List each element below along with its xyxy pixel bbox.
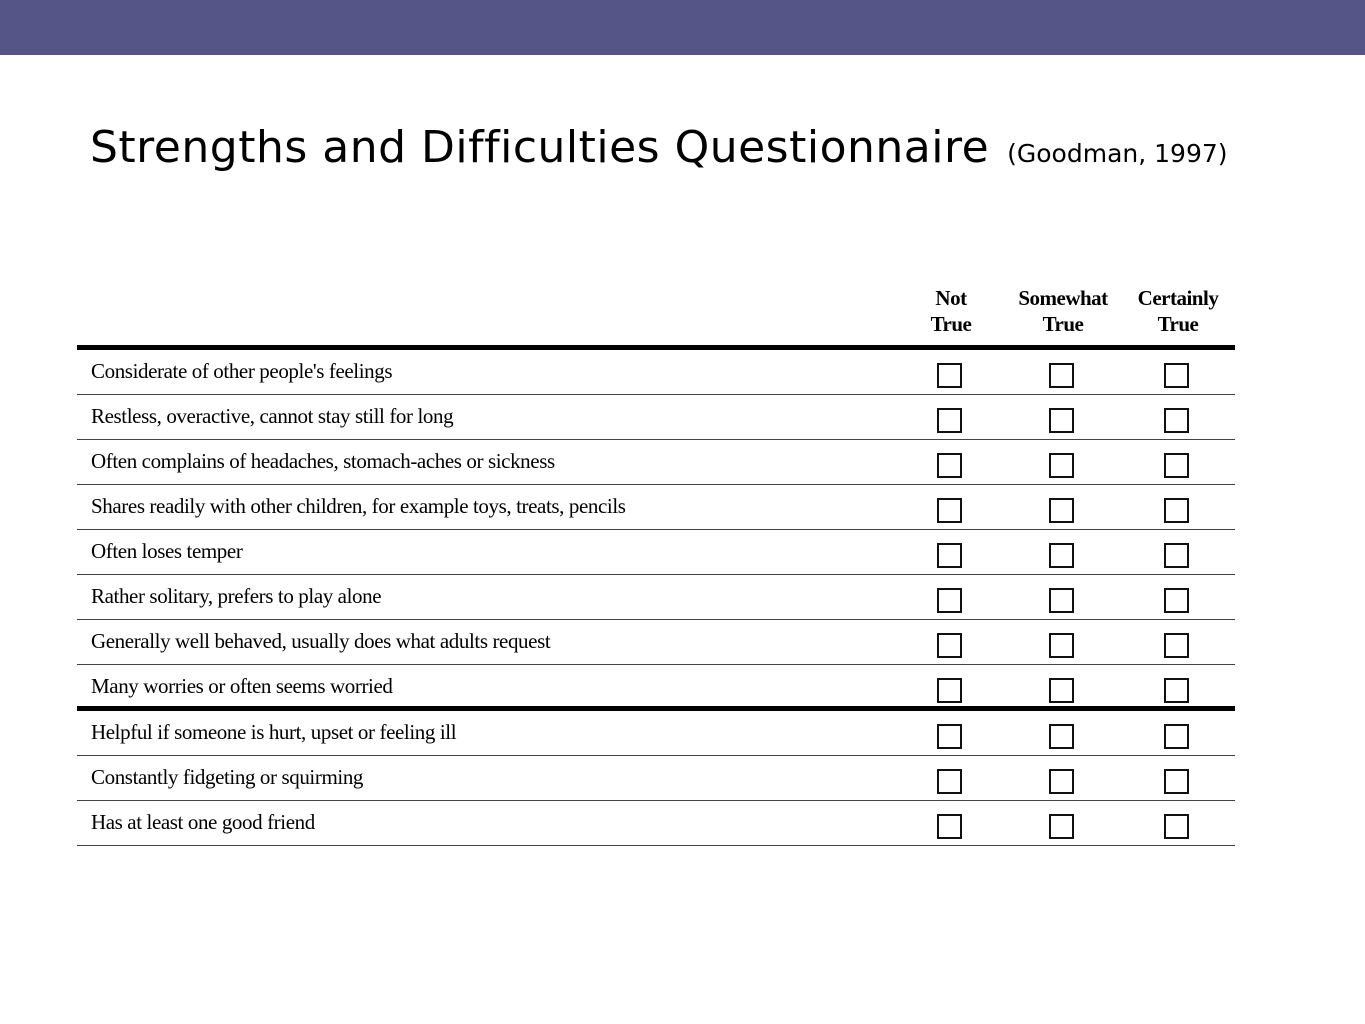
question-row [77,440,1235,485]
checkbox-somewhat-true[interactable] [1049,633,1074,658]
question-label: Helpful if someone is hurt, upset or feeling ill [91,720,457,744]
column-header-somewhat-true [1003,285,1123,337]
checkbox-certainly-true[interactable] [1164,814,1189,839]
question-row [77,530,1235,575]
checkbox-certainly-true[interactable] [1164,769,1189,794]
checkbox-somewhat-true[interactable] [1049,498,1074,523]
checkbox-not-true[interactable] [937,678,962,703]
column-header-certainly-true [1118,285,1238,337]
question-row [77,620,1235,665]
question-label: Considerate of other people's feelings [91,359,393,383]
question-label: Often loses temper [91,539,243,563]
checkbox-somewhat-true[interactable] [1049,724,1074,749]
column-header-line: Not [935,286,967,310]
question-row [77,756,1235,801]
title-text: Strengths and Difficulties Questionnaire [90,122,990,173]
question-label: Has at least one good friend [91,810,315,834]
column-header-line: True [930,312,972,336]
checkbox-not-true[interactable] [937,408,962,433]
checkbox-not-true[interactable] [937,543,962,568]
questionnaire-table [77,285,1235,846]
checkbox-not-true[interactable] [937,588,962,613]
checkbox-not-true[interactable] [937,633,962,658]
checkbox-somewhat-true[interactable] [1049,769,1074,794]
question-label: Rather solitary, prefers to play alone [91,584,382,608]
question-row [77,665,1235,711]
checkbox-somewhat-true[interactable] [1049,453,1074,478]
checkbox-not-true[interactable] [937,498,962,523]
checkbox-somewhat-true[interactable] [1049,543,1074,568]
column-header-line: True [1042,312,1084,336]
checkbox-somewhat-true[interactable] [1049,363,1074,388]
question-label: Constantly fidgeting or squirming [91,765,364,789]
slide-title [90,122,1228,182]
checkbox-not-true[interactable] [937,814,962,839]
title-citation: (Goodman, 1997) [1007,139,1228,168]
checkbox-certainly-true[interactable] [1164,633,1189,658]
checkbox-certainly-true[interactable] [1164,498,1189,523]
checkbox-somewhat-true[interactable] [1049,588,1074,613]
question-label: Generally well behaved, usually does what adults request [91,629,551,653]
top-banner [0,0,1365,55]
column-header-not-true [891,285,1011,337]
column-header-line: Certainly [1137,286,1219,310]
question-row [77,801,1235,846]
column-header-line: True [1157,312,1199,336]
checkbox-certainly-true[interactable] [1164,724,1189,749]
checkbox-somewhat-true[interactable] [1049,408,1074,433]
question-label: Shares readily with other children, for example toys, treats, pencils [91,494,626,518]
checkbox-not-true[interactable] [937,769,962,794]
question-label: Restless, overactive, cannot stay still for long [91,404,454,428]
checkbox-not-true[interactable] [937,363,962,388]
question-row [77,485,1235,530]
checkbox-certainly-true[interactable] [1164,408,1189,433]
column-headers [77,285,1235,345]
checkbox-certainly-true[interactable] [1164,543,1189,568]
question-label: Often complains of headaches, stomach-aches or sickness [91,449,555,473]
checkbox-certainly-true[interactable] [1164,678,1189,703]
question-label: Many worries or often seems worried [91,674,393,698]
checkbox-not-true[interactable] [937,453,962,478]
column-header-line: Somewhat [1018,286,1108,310]
question-rows [77,345,1235,846]
question-row [77,575,1235,620]
question-row [77,395,1235,440]
checkbox-somewhat-true[interactable] [1049,814,1074,839]
checkbox-certainly-true[interactable] [1164,363,1189,388]
checkbox-certainly-true[interactable] [1164,453,1189,478]
checkbox-not-true[interactable] [937,724,962,749]
checkbox-somewhat-true[interactable] [1049,678,1074,703]
checkbox-certainly-true[interactable] [1164,588,1189,613]
question-row [77,711,1235,756]
question-row [77,350,1235,395]
